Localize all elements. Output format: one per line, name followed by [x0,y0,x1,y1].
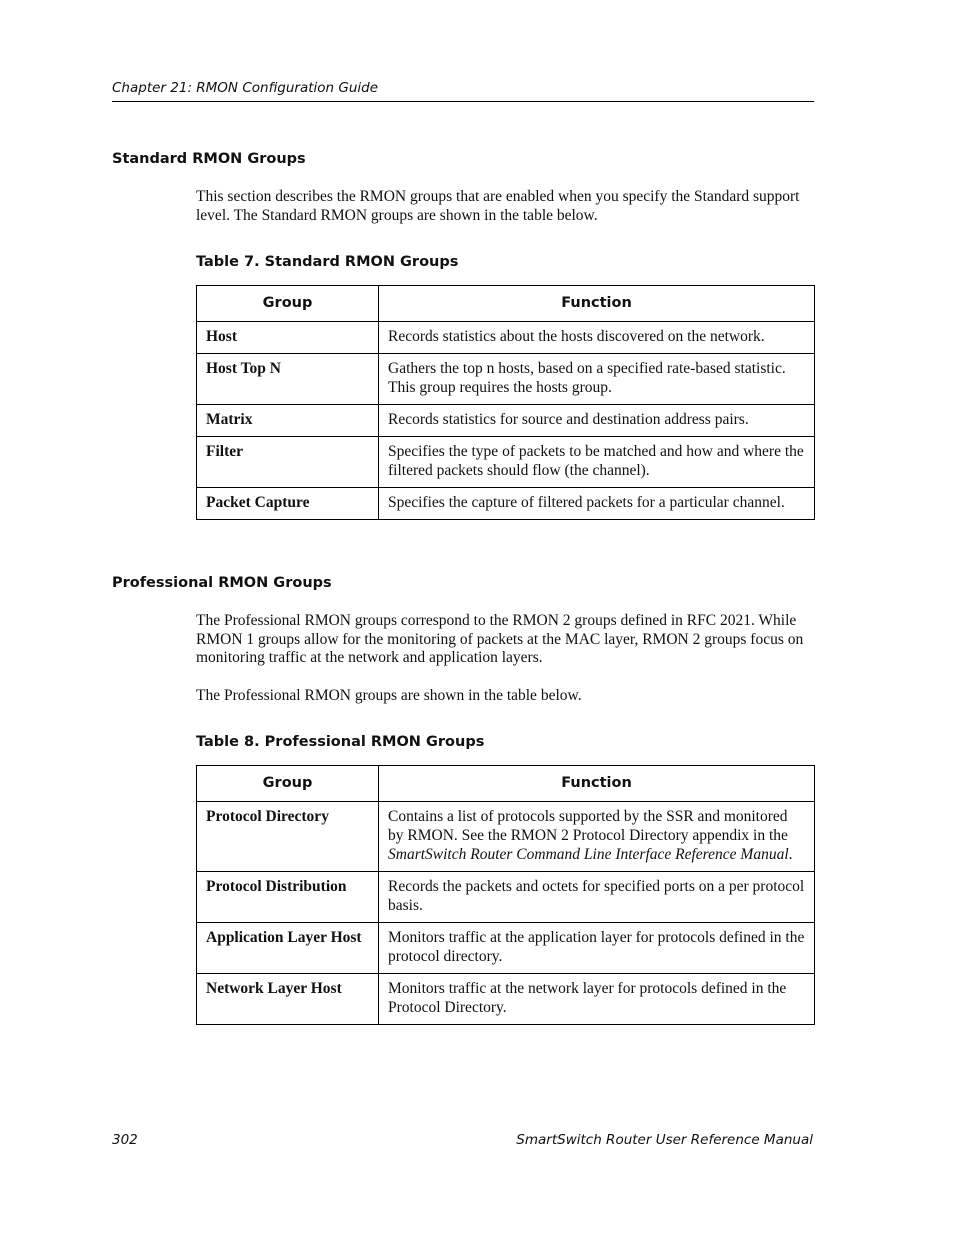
table-row [197,923,815,974]
function-text-end: . [788,846,793,863]
manual-title-reference: SmartSwitch Router Command Line Interface Reference Manual [388,846,789,863]
table-row [197,488,815,520]
professional-section-heading: Professional RMON Groups [112,575,332,591]
function-cell: Monitors traffic at the application layer for protocols defined in the protocol directory. [379,923,815,974]
professional-groups-table [196,765,815,1025]
group-cell: Protocol Directory [197,802,379,872]
column-header-group: Group [197,286,379,322]
table-row [197,974,815,1025]
function-cell: Records statistics for source and destination address pairs. [379,405,815,437]
professional-intro-paragraph: The Professional RMON groups correspond to the RMON 2 groups defined in RFC 2021. While RMON 1 groups allow for the monitoring of packets at the MAC layer, RMON 2 groups focus on monitoring traffic at the network and application layers. [196,612,804,666]
group-cell: Packet Capture [197,488,379,520]
table-row [197,354,815,405]
column-header-function: Function [379,766,815,802]
group-cell: Filter [197,437,379,488]
standard-groups-table [196,285,815,520]
standard-intro-paragraph: This section describes the RMON groups that are enabled when you specify the Standard support level. The Standard RMON groups are shown in the table below. [196,188,800,224]
group-cell: Protocol Distribution [197,872,379,923]
function-text: Contains a list of protocols supported by the SSR and monitored by RMON. See the RMON 2 Protocol Directory appendix in the [388,808,788,844]
column-header-function: Function [379,286,815,322]
table-header-row [197,286,815,322]
table-row [197,872,815,923]
group-cell: Network Layer Host [197,974,379,1025]
group-cell: Host Top N [197,354,379,405]
manual-title: SmartSwitch Router User Reference Manual [516,1132,813,1148]
function-cell: Gathers the top n hosts, based on a specified rate-based statistic. This group requires the hosts group. [379,354,815,405]
function-cell: Records statistics about the hosts discovered on the network. [379,322,815,354]
standard-table-caption: Table 7. Standard RMON Groups [196,254,459,270]
table-header-row [197,766,815,802]
professional-table-intro: The Professional RMON groups are shown in the table below. [196,687,582,704]
function-cell [379,802,815,872]
function-cell: Specifies the type of packets to be matched and how and where the filtered packets should flow (the channel). [379,437,815,488]
standard-section-heading: Standard RMON Groups [112,151,306,167]
chapter-title: Chapter 21: RMON Configuration Guide [112,80,379,96]
function-cell: Monitors traffic at the network layer for protocols defined in the Protocol Directory. [379,974,815,1025]
professional-table-caption: Table 8. Professional RMON Groups [196,734,485,750]
function-cell: Specifies the capture of filtered packets for a particular channel. [379,488,815,520]
column-header-group: Group [197,766,379,802]
group-cell: Matrix [197,405,379,437]
table-row [197,322,815,354]
group-cell: Host [197,322,379,354]
table-row [197,802,815,872]
running-header [112,79,814,102]
group-cell: Application Layer Host [197,923,379,974]
page-number: 302 [112,1132,138,1148]
table-row [197,437,815,488]
table-row [197,405,815,437]
function-cell: Records the packets and octets for specified ports on a per protocol basis. [379,872,815,923]
